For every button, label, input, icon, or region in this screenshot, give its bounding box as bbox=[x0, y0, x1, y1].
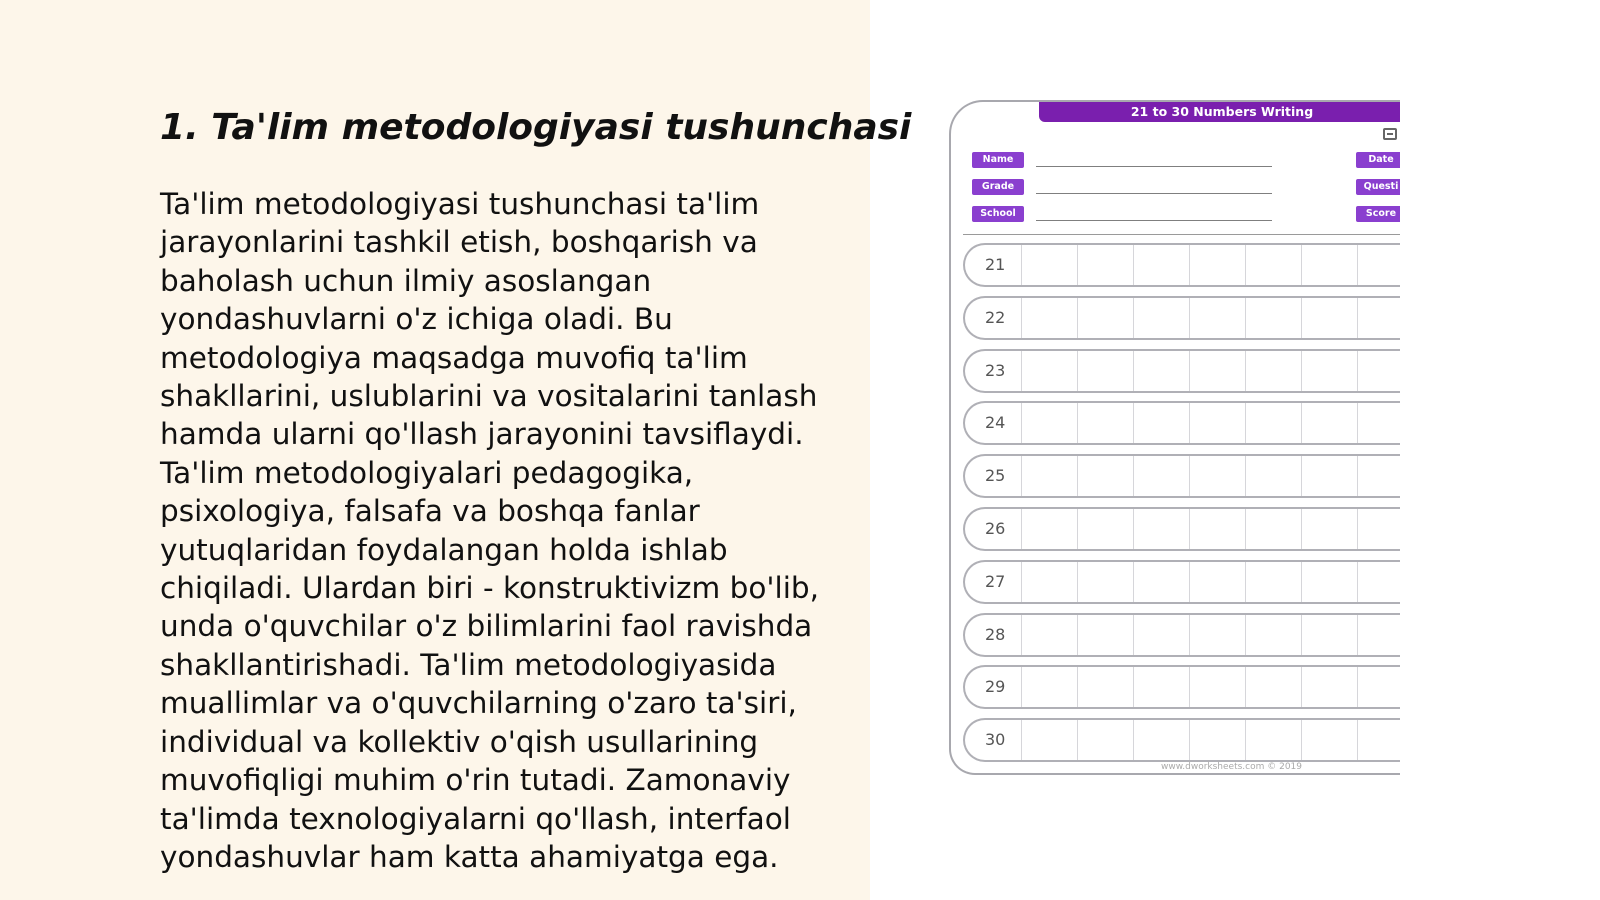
worksheet-cell-divider bbox=[1021, 615, 1022, 655]
slide-body-text bbox=[160, 185, 860, 876]
worksheet-field-label: School bbox=[972, 206, 1024, 222]
worksheet-cell-divider bbox=[1357, 720, 1358, 760]
body-line: hamda ularni qo'llash jarayonini tavsiflaydi. bbox=[160, 417, 804, 452]
worksheet-number-row bbox=[963, 560, 1400, 604]
worksheet-cell-divider bbox=[1077, 403, 1078, 443]
worksheet-cell-divider bbox=[1357, 298, 1358, 338]
worksheet-cell-divider bbox=[1357, 245, 1358, 285]
body-line: chiqiladi. Ulardan biri - konstruktivizm bo'lib, bbox=[160, 571, 819, 606]
worksheet-cell-divider bbox=[1245, 720, 1246, 760]
body-line: metodologiya maqsadga muvofiq ta'lim bbox=[160, 340, 748, 375]
worksheet-cell-divider bbox=[1357, 509, 1358, 549]
worksheet-cell-divider bbox=[1189, 615, 1190, 655]
body-line: Ta'lim metodologiyalari pedagogika, bbox=[160, 455, 694, 490]
worksheet-number-label: 29 bbox=[985, 677, 1006, 697]
worksheet-number-row bbox=[963, 349, 1400, 393]
worksheet-cell-divider bbox=[1189, 245, 1190, 285]
worksheet-cell-divider bbox=[1357, 667, 1358, 707]
scan-icon bbox=[1383, 128, 1397, 140]
body-line: individual va kollektiv o'qish usullarining bbox=[160, 724, 759, 759]
worksheet-cell-divider bbox=[1301, 245, 1302, 285]
worksheet-cell-divider bbox=[1189, 298, 1190, 338]
worksheet-cell-divider bbox=[1133, 667, 1134, 707]
worksheet-cell-divider bbox=[1301, 667, 1302, 707]
worksheet-number-label: 30 bbox=[985, 730, 1006, 750]
worksheet-field-label-right: Score bbox=[1356, 206, 1400, 222]
worksheet-cell-divider bbox=[1077, 667, 1078, 707]
worksheet-cell-divider bbox=[1133, 298, 1134, 338]
body-line: ta'limda texnologiyalarni qo'llash, interfaol bbox=[160, 801, 791, 836]
worksheet-field-line bbox=[1036, 193, 1272, 194]
worksheet-cell-divider bbox=[1133, 720, 1134, 760]
worksheet-cell-divider bbox=[1077, 562, 1078, 602]
worksheet-cell-divider bbox=[1021, 667, 1022, 707]
worksheet-cell-divider bbox=[1021, 456, 1022, 496]
worksheet-cell-divider bbox=[1301, 562, 1302, 602]
worksheet-field-row bbox=[951, 206, 1400, 224]
worksheet-cell-divider bbox=[1301, 509, 1302, 549]
worksheet-cell-divider bbox=[1301, 403, 1302, 443]
worksheet-cell-divider bbox=[1021, 351, 1022, 391]
worksheet-number-row bbox=[963, 243, 1400, 287]
worksheet-number-row bbox=[963, 665, 1400, 709]
worksheet-cell-divider bbox=[1245, 403, 1246, 443]
worksheet-number-label: 26 bbox=[985, 519, 1006, 538]
worksheet-cell-divider bbox=[1077, 245, 1078, 285]
worksheet-cell-divider bbox=[1301, 456, 1302, 496]
worksheet-cell-divider bbox=[1245, 562, 1246, 602]
worksheet-cell-divider bbox=[1021, 298, 1022, 338]
worksheet-field-row bbox=[951, 179, 1400, 197]
worksheet-number-row bbox=[963, 718, 1400, 762]
body-line: Ta'lim metodologiyasi tushunchasi ta'lim bbox=[160, 187, 760, 221]
body-line: jarayonlarini tashkil etish, boshqarish va bbox=[160, 225, 758, 260]
worksheet-cell-divider bbox=[1301, 615, 1302, 655]
worksheet-cell-divider bbox=[1189, 562, 1190, 602]
worksheet-cell-divider bbox=[1245, 298, 1246, 338]
worksheet-fields bbox=[951, 152, 1400, 232]
worksheet-cell-divider bbox=[1189, 351, 1190, 391]
worksheet-cell-divider bbox=[1133, 615, 1134, 655]
body-line: baholash uchun ilmiy asoslangan bbox=[160, 263, 652, 298]
worksheet-number-label: 21 bbox=[985, 255, 1006, 274]
worksheet-number-label: 22 bbox=[985, 307, 1006, 327]
worksheet-cell-divider bbox=[1245, 509, 1246, 549]
worksheet-cell-divider bbox=[1301, 298, 1302, 338]
worksheet-number-row bbox=[963, 507, 1400, 551]
body-line: psixologiya, falsafa va boshqa fanlar bbox=[160, 494, 700, 529]
worksheet-cell-divider bbox=[1133, 509, 1134, 549]
worksheet-cell-divider bbox=[1301, 351, 1302, 391]
worksheet-divider bbox=[963, 234, 1400, 235]
worksheet-cell-divider bbox=[1301, 720, 1302, 760]
worksheet-field-label-right: Date bbox=[1356, 152, 1400, 168]
worksheet-image bbox=[949, 100, 1400, 775]
worksheet-cell-divider bbox=[1189, 667, 1190, 707]
worksheet-cell-divider bbox=[1133, 403, 1134, 443]
body-line: yutuqlaridan foydalangan holda ishlab bbox=[160, 532, 728, 567]
worksheet-cell-divider bbox=[1133, 562, 1134, 602]
body-line: shakllarini, uslublarini va vositalarini tanlash bbox=[160, 379, 818, 414]
worksheet-cell-divider bbox=[1021, 562, 1022, 602]
worksheet-cell-divider bbox=[1189, 403, 1190, 443]
worksheet-cell-divider bbox=[1189, 509, 1190, 549]
worksheet-cell-divider bbox=[1133, 456, 1134, 496]
worksheet-cell-divider bbox=[1021, 403, 1022, 443]
worksheet-title: 21 to 30 Numbers Writing bbox=[1039, 102, 1400, 122]
worksheet-cell-divider bbox=[1245, 351, 1246, 391]
worksheet-cell-divider bbox=[1077, 615, 1078, 655]
worksheet-cell-divider bbox=[1021, 245, 1022, 285]
worksheet-cell-divider bbox=[1133, 351, 1134, 391]
body-line: muallimlar va o'quvchilarning o'zaro ta'siri, bbox=[160, 686, 797, 721]
worksheet-number-label: 23 bbox=[985, 360, 1006, 380]
worksheet-field-label-right: Questi bbox=[1356, 179, 1400, 195]
body-line: yondashuvlar ham katta ahamiyatga ega. bbox=[160, 839, 779, 874]
worksheet-cell-divider bbox=[1357, 615, 1358, 655]
worksheet-field-row bbox=[951, 152, 1400, 170]
worksheet-cell-divider bbox=[1357, 403, 1358, 443]
body-line: muvofiqligi muhim o'rin tutadi. Zamonaviy bbox=[160, 763, 791, 798]
worksheet-cell-divider bbox=[1021, 720, 1022, 760]
worksheet-number-label: 27 bbox=[985, 571, 1006, 591]
worksheet-cell-divider bbox=[1357, 562, 1358, 602]
worksheet-number-label: 24 bbox=[985, 413, 1006, 433]
worksheet-number-row bbox=[963, 296, 1400, 340]
worksheet-number-label: 25 bbox=[985, 466, 1006, 486]
slide-heading: 1. Ta'lim metodologiyasi tushunchasi bbox=[160, 107, 912, 148]
worksheet-field-line bbox=[1036, 166, 1272, 167]
worksheet-field-label: Name bbox=[972, 152, 1024, 168]
worksheet-cell-divider bbox=[1077, 509, 1078, 549]
worksheet-footer: www.dworksheets.com © 2019 bbox=[1161, 762, 1303, 772]
body-line: yondashuvlarni o'z ichiga oladi. Bu bbox=[160, 302, 673, 337]
worksheet-cell-divider bbox=[1077, 351, 1078, 391]
worksheet-cell-divider bbox=[1357, 456, 1358, 496]
worksheet-cell-divider bbox=[1245, 667, 1246, 707]
worksheet-number-row bbox=[963, 613, 1400, 657]
worksheet-number-row bbox=[963, 401, 1400, 445]
worksheet-cell-divider bbox=[1189, 456, 1190, 496]
worksheet-cell-divider bbox=[1077, 720, 1078, 760]
worksheet-cell-divider bbox=[1245, 456, 1246, 496]
worksheet-number-label: 28 bbox=[985, 624, 1006, 644]
worksheet-cell-divider bbox=[1245, 615, 1246, 655]
worksheet-cell-divider bbox=[1077, 298, 1078, 338]
body-line: unda o'quvchilar o'z bilimlarini faol ravishda bbox=[160, 609, 813, 644]
worksheet-cell-divider bbox=[1021, 509, 1022, 549]
worksheet-cell-divider bbox=[1245, 245, 1246, 285]
worksheet-cell-divider bbox=[1357, 351, 1358, 391]
worksheet-field-line bbox=[1036, 220, 1272, 221]
body-line: shakllantirishadi. Ta'lim metodologiyasida bbox=[160, 647, 777, 682]
worksheet-field-label: Grade bbox=[972, 179, 1024, 195]
worksheet-number-row bbox=[963, 454, 1400, 498]
worksheet-cell-divider bbox=[1189, 720, 1190, 760]
worksheet-cell-divider bbox=[1077, 456, 1078, 496]
worksheet-cell-divider bbox=[1133, 245, 1134, 285]
